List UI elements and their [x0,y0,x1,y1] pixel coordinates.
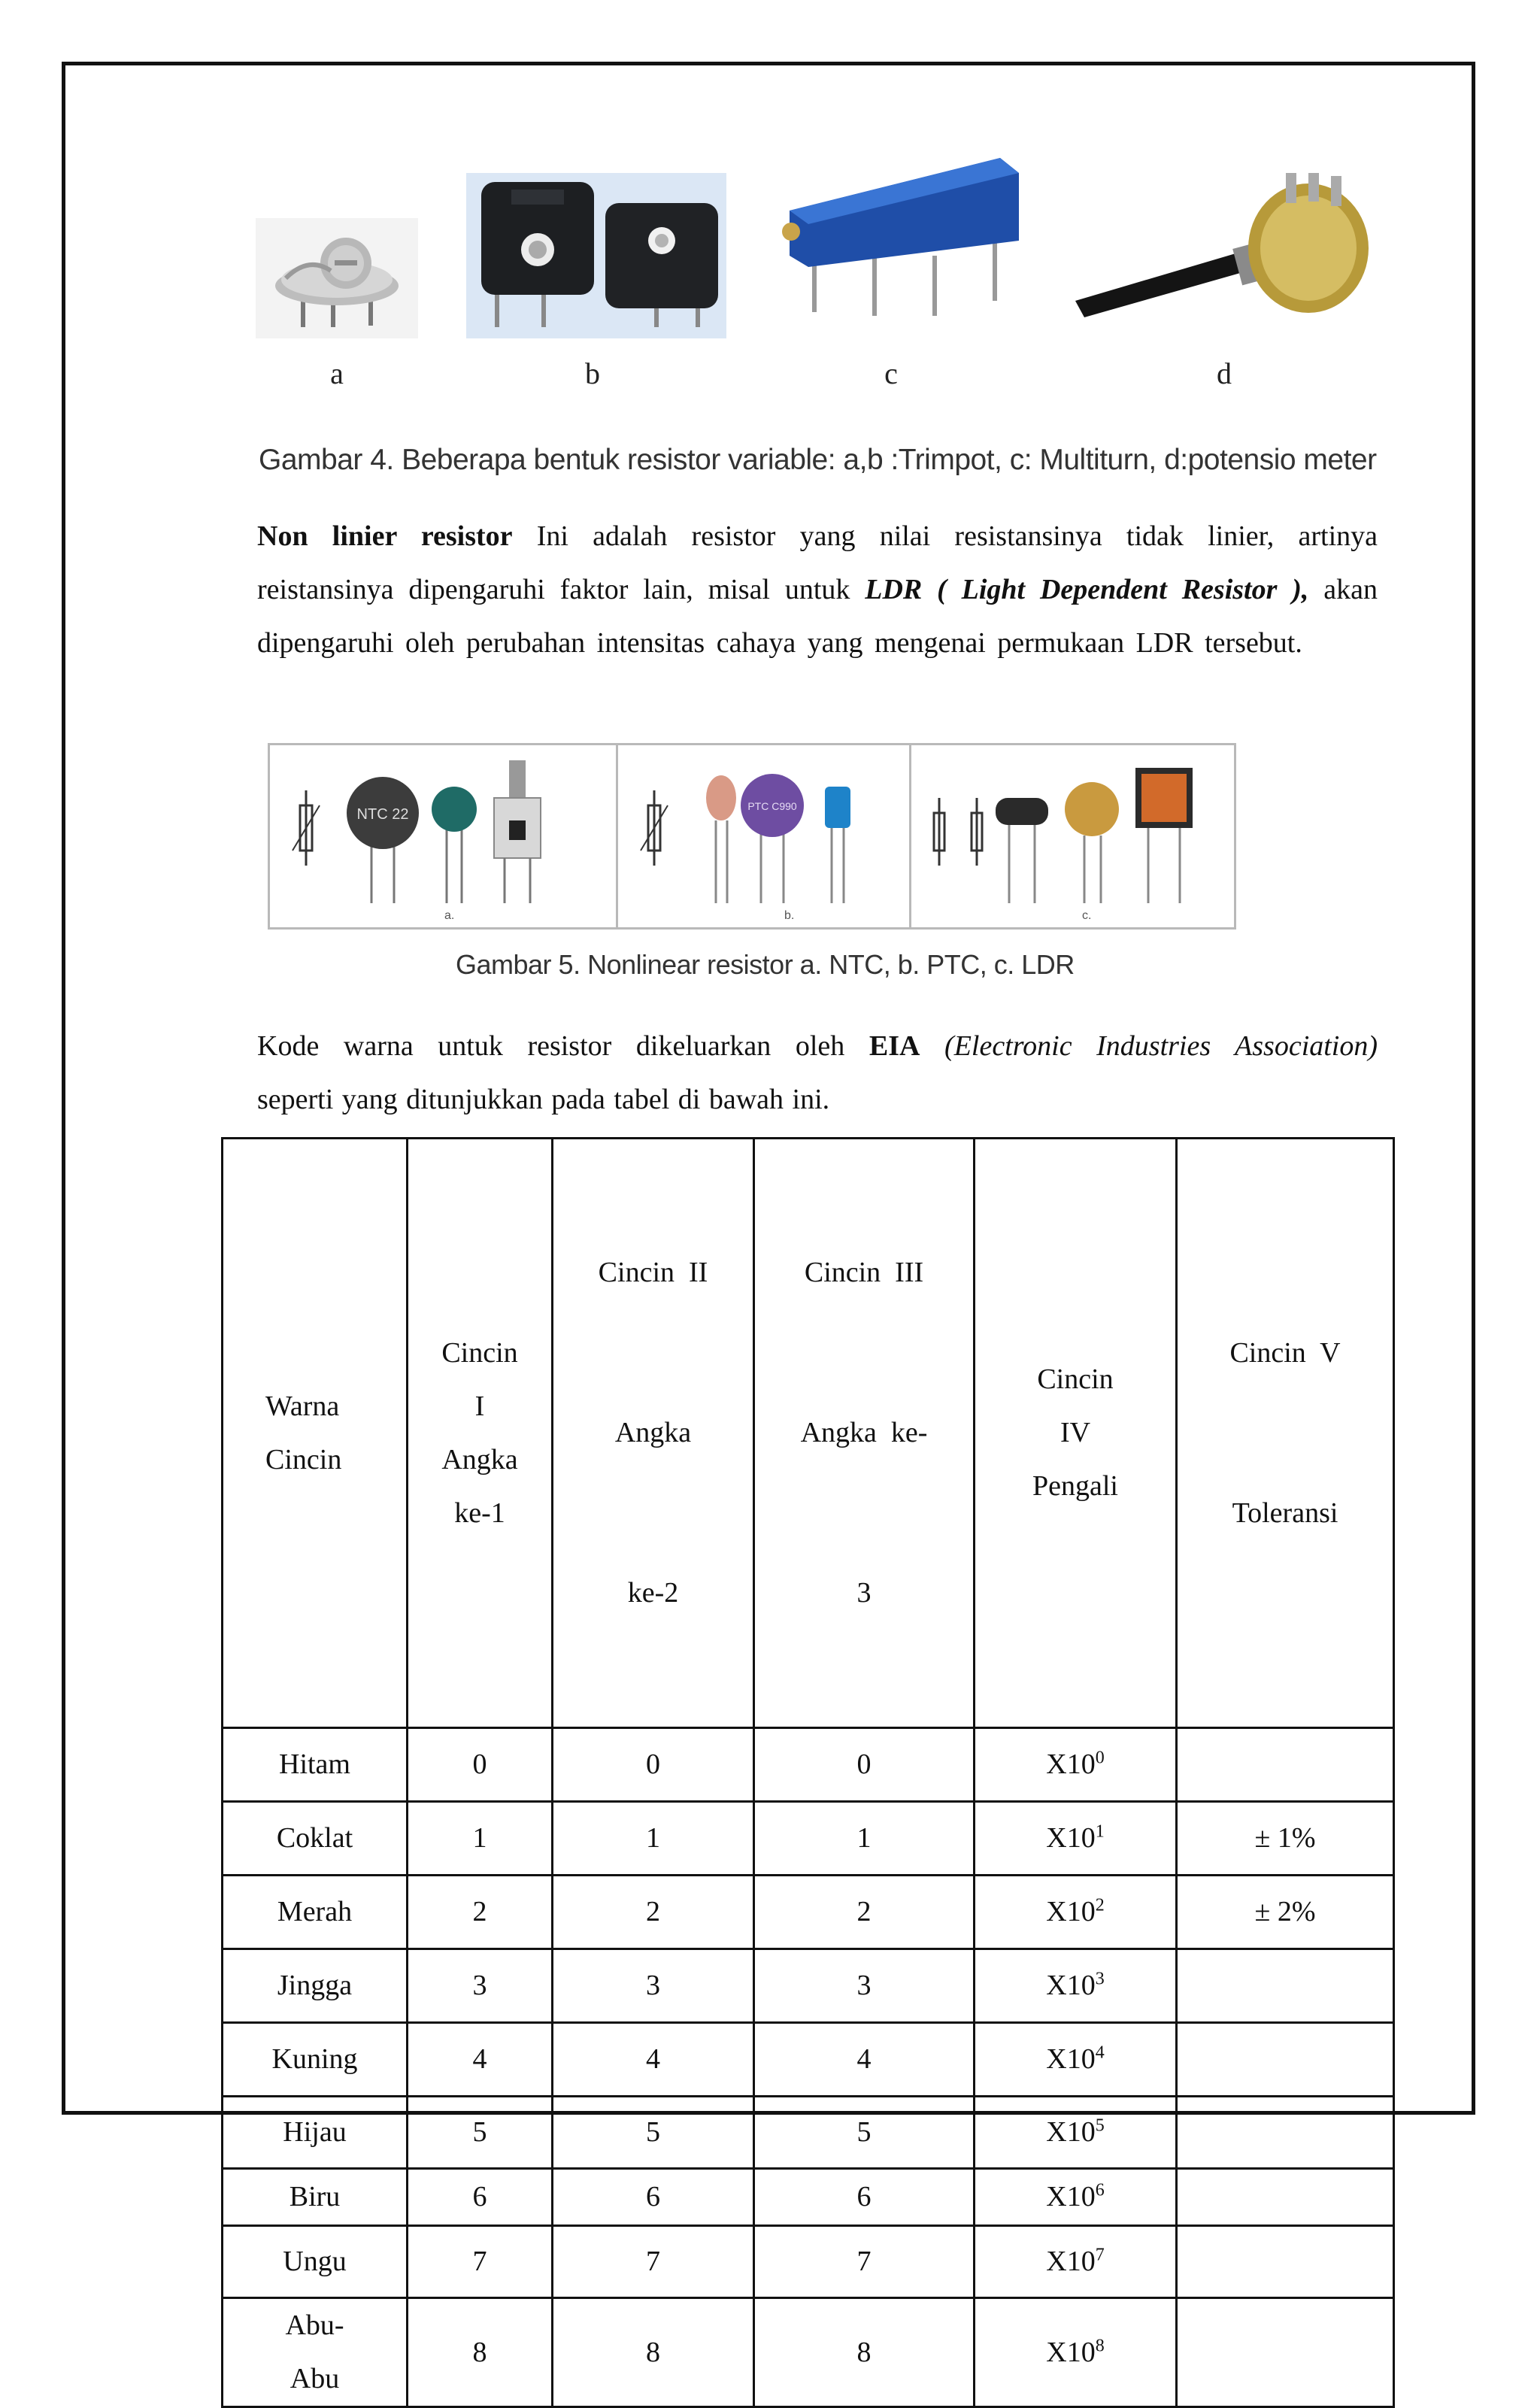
cell-multiplier: $X10^6$ [975,2169,1177,2226]
cell-color: Biru [223,2169,408,2226]
cell-ring-1: 8 [408,2298,553,2407]
paragraph-line: Kode warna untuk resistor dikeluarkan oleh EIA (Electronic Industries Association) [257,1030,1378,1062]
cell-color: Kuning [223,2023,408,2097]
figure-5-caption: Gambar 5. Nonlinear resistor a. NTC, b. PTC, c. LDR [456,949,1075,980]
cell-ring-3: 8 [754,2298,975,2407]
paragraph-line: seperti yang ditunjukkan pada tabel di bawah ini. [257,1084,830,1115]
color-code-table [221,1137,1395,2408]
cell-multiplier: $X10^7$ [975,2226,1177,2298]
trimpot-black-image [466,173,726,338]
cell-ring-1: 1 [408,1802,553,1876]
trimpot-metal-image [256,218,418,338]
cell-ring-1: 0 [408,1728,553,1802]
multiplier-exponent: 7 [1095,2245,1105,2265]
table-row [223,2298,1394,2407]
cell-ring-1: 5 [408,2097,553,2169]
cell-multiplier: $X10^5$ [975,2097,1177,2169]
cell-ring-1: 4 [408,2023,553,2097]
table-row [223,1802,1394,1876]
multiplier-exponent: 1 [1095,1821,1105,1842]
cell-ring-2: 4 [553,2023,754,2097]
table-row [223,1876,1394,1949]
figure-4-label-d: d [1217,356,1232,390]
header-cincin-4: Cincin IV Pengali [975,1139,1177,1728]
multiplier-exponent: 6 [1095,2180,1105,2200]
cell-tolerance [1177,2023,1394,2097]
multiplier-exponent: 0 [1095,1748,1105,1768]
ntc-image [270,745,616,926]
cell-ring-1: 3 [408,1949,553,2023]
cell-ring-1: 7 [408,2226,553,2298]
figure-4-label-c: c [884,356,898,390]
cell-tolerance [1177,1949,1394,2023]
cell-tolerance [1177,2097,1394,2169]
paragraph-nonlinear [257,510,1378,670]
multiplier-exponent: 4 [1095,2043,1105,2063]
cell-ring-2: 6 [553,2169,754,2226]
header-cincin-3: Cincin III Angka ke- 3 [754,1139,975,1728]
ntc-chip-text: NTC 22 [356,806,409,823]
cell-ring-3: 6 [754,2169,975,2226]
cell-color: Jingga [223,1949,408,2023]
figure-5-sublabel-b: b. [784,909,795,922]
figure-4-caption: Gambar 4. Beberapa bentuk resistor variable: a,b :Trimpot, c: Multiturn, d:potensio meter [259,444,1377,476]
cell-color: Hijau [223,2097,408,2169]
cell-tolerance [1177,2298,1394,2407]
cell-tolerance [1177,1728,1394,1802]
cell-ring-3: 4 [754,2023,975,2097]
cell-ring-2: 0 [553,1728,754,1802]
ldr-image [911,745,1235,926]
paragraph-line: dipengaruhi oleh perubahan intensitas cahaya yang mengenai permukaan LDR tersebut. [257,627,1302,659]
figure-4 [248,143,1391,399]
cell-ring-3: 5 [754,2097,975,2169]
cell-ring-2: 2 [553,1876,754,1949]
ptc-chip-text: PTC C990 [747,800,797,812]
cell-multiplier: $X10^1$ [975,1802,1177,1876]
cell-multiplier: $X10^8$ [975,2298,1177,2407]
header-cincin-2: Cincin II Angka ke-2 [553,1139,754,1728]
cell-ring-2: 8 [553,2298,754,2407]
header-cincin-5: Cincin V Toleransi [1177,1139,1394,1728]
multiturn-image [775,143,1030,331]
multiplier-exponent: 2 [1095,1895,1105,1915]
cell-ring-1: 6 [408,2169,553,2226]
cell-color: Ungu [223,2226,408,2298]
paragraph-line: Non linier resistor Ini adalah resistor yang nilai resistansinya tidak linier, artinya [257,520,1378,552]
multiplier-exponent: 8 [1095,2335,1105,2355]
cell-tolerance [1177,2169,1394,2226]
table-header-row [223,1139,1394,1728]
cell-ring-2: 1 [553,1802,754,1876]
cell-color: Coklat [223,1802,408,1876]
multiplier-exponent: 3 [1095,1969,1105,1989]
cell-multiplier: $X10^4$ [975,2023,1177,2097]
figure-5-sublabel-c: c. [1082,909,1092,922]
cell-multiplier: $X10^3$ [975,1949,1177,2023]
header-cincin-1: Cincin I Angka ke-1 [408,1139,553,1728]
cell-ring-3: 7 [754,2226,975,2298]
potentiometer-image [1060,173,1376,323]
header-warna-cincin: Warna Cincin [223,1139,408,1728]
term-ldr: LDR ( Light Dependent Resistor ), [865,574,1309,605]
multiplier-exponent: 5 [1095,2115,1105,2136]
cell-ring-3: 2 [754,1876,975,1949]
cell-multiplier: $X10^2$ [975,1876,1177,1949]
cell-ring-3: 3 [754,1949,975,2023]
cell-ring-3: 1 [754,1802,975,1876]
table-row [223,1949,1394,2023]
cell-color: Merah [223,1876,408,1949]
figure-4-label-a: a [330,356,344,390]
term-nonlinear-resistor: Non linier resistor [257,520,513,552]
cell-ring-2: 7 [553,2226,754,2298]
table-row [223,1728,1394,1802]
term-eia-full: (Electronic Industries Association) [944,1030,1378,1062]
table-row [223,2023,1394,2097]
figure-4-label-b: b [585,356,600,390]
figure-5-sublabel-a: a. [444,909,455,922]
cell-tolerance: ± 2% [1177,1876,1394,1949]
figure-5 [268,743,1236,930]
cell-ring-2: 3 [553,1949,754,2023]
cell-color: Abu- Abu [223,2298,408,2407]
cell-ring-3: 0 [754,1728,975,1802]
cell-color: Hitam [223,1728,408,1802]
term-eia: EIA [869,1030,920,1062]
paragraph-line: reistansinya dipengaruhi faktor lain, misal untuk LDR ( Light Dependent Resistor ), akan [257,574,1378,605]
ptc-image [618,745,909,926]
table-row [223,2226,1394,2298]
cell-tolerance: ± 1% [1177,1802,1394,1876]
table-row [223,2169,1394,2226]
cell-ring-1: 2 [408,1876,553,1949]
cell-multiplier: $X10^0$ [975,1728,1177,1802]
paragraph-eia [257,1020,1378,1127]
cell-tolerance [1177,2226,1394,2298]
table-row [223,2097,1394,2169]
cell-ring-2: 5 [553,2097,754,2169]
